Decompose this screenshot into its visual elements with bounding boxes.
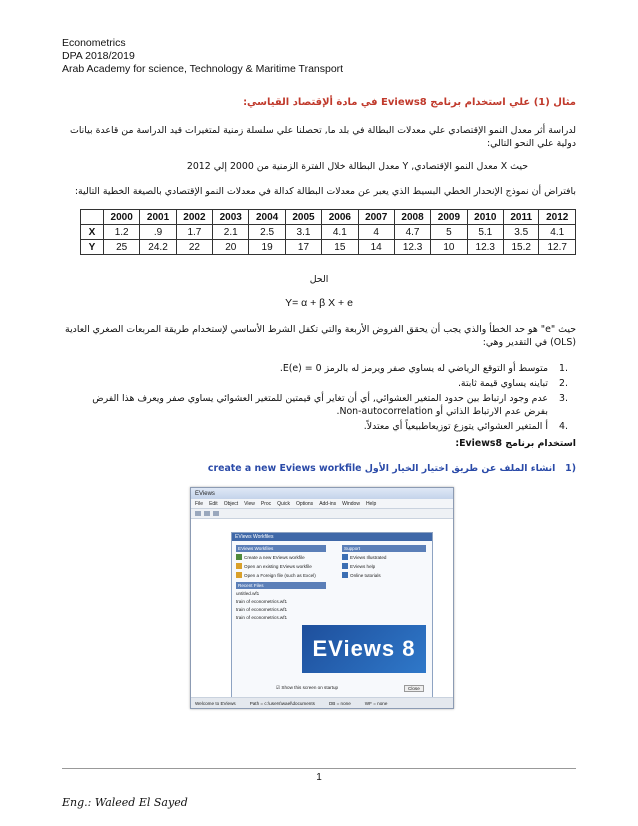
menu-item-window: Window	[342, 500, 360, 507]
step-number: (1	[565, 463, 576, 474]
y-value-cell: 22	[176, 240, 212, 255]
y-value-cell: 10	[431, 240, 467, 255]
x-value-cell: 2.5	[249, 225, 285, 240]
list-item: .4 أ المتغير العشوائي يتوزع توزيعاطبيعياً أي معتدلاً.	[363, 421, 568, 432]
menu-item-view: View	[244, 500, 255, 507]
help-icon	[342, 563, 348, 569]
list-item: .1 متوسط أو التوقع الرياضي له يساوي صفر ويرمز له بالرمز E(e) = 0.	[279, 363, 568, 374]
support-item: EViews help	[342, 563, 426, 569]
menu-item-addins: Add-ins	[319, 500, 337, 507]
open-foreign-option: Open a Foreign file (such as Excel)	[236, 572, 326, 578]
book-icon	[342, 554, 348, 560]
step-english: create a new Eviews workfile	[207, 463, 362, 474]
table-row-x	[81, 225, 576, 240]
page-number: 1	[316, 772, 322, 783]
menu-item-edit: Edit	[209, 500, 218, 507]
x-value-cell: 5.1	[467, 225, 503, 240]
example-intro: لدراسة أثر معدل النمو الإقتصادي علي معدلات البطالة في بلد ما, تحصلنا علي سلسلة زمنية لمتغيرات قيد الدراسة من قاعدة بيانات دولية علي النحو التالي:	[70, 125, 576, 149]
menu-item-proc: Proc	[260, 500, 272, 507]
menu-item-quick: Quick	[277, 500, 290, 507]
recent-file: train of econometrics.wf1	[236, 615, 288, 620]
y-value-cell: 15	[322, 240, 358, 255]
x-value-cell: 5	[431, 225, 467, 240]
menu-item-help: Help	[365, 500, 377, 507]
x-value-cell: .9	[140, 225, 176, 240]
x-value-cell: 1.7	[176, 225, 212, 240]
assumptions-list	[68, 362, 568, 433]
year-cell: 2009	[431, 210, 467, 225]
row-label-y: Y	[81, 240, 104, 255]
author-signature: Eng.: Waleed El Sayed	[62, 796, 188, 809]
model-equation: Y= α + β X + e	[285, 297, 353, 309]
x-value-cell: 4.1	[539, 225, 576, 240]
eviews-logo: EViews 8	[302, 625, 426, 673]
folder-icon	[236, 572, 242, 578]
show-on-startup-checkbox: ☑ Show this screen on startup	[276, 685, 339, 690]
x-value-cell: 1.2	[104, 225, 140, 240]
example-vars: حيث X معدل النمو الإقتصادي, Y معدل البطالة خلال الفترة الزمنية من 2000 إلي 2012	[186, 161, 528, 172]
menu-item-file: File	[195, 500, 204, 507]
tutorial-icon	[342, 572, 348, 578]
folder-icon	[236, 563, 242, 569]
example-assumption: بافتراض أن نموذج الإنحدار الخطي البسيط الذي يعبر عن معدلات البطالة كدالة في معدلات النمو الإقتصادي بالصيغة الخطية التالية:	[74, 186, 576, 197]
menu-item-object: Object	[223, 500, 239, 507]
solution-heading: الحل	[309, 274, 329, 285]
y-value-cell: 12.3	[467, 240, 503, 255]
recent-file: train of econometrics.wf1	[236, 599, 288, 604]
year-cell: 2005	[285, 210, 321, 225]
x-value-cell: 3.5	[503, 225, 539, 240]
x-value-cell: 2.1	[213, 225, 249, 240]
y-value-cell: 12.3	[394, 240, 430, 255]
eviews-welcome-panel	[231, 532, 433, 699]
year-cell: 2004	[249, 210, 285, 225]
y-value-cell: 20	[213, 240, 249, 255]
step-text: انشاء الملف عن طريق اختيار الخيار الأول	[364, 463, 556, 474]
new-file-icon	[236, 554, 242, 560]
row-label-x: X	[81, 225, 104, 240]
support-item: EViews Illustrated	[342, 554, 426, 560]
welcome-panel-title: EViews Workfiles	[232, 533, 432, 541]
create-workfile-option: Create a new EViews workfile	[236, 554, 326, 560]
list-item: .2 تباينه يساوي قيمة ثابتة.	[457, 378, 568, 389]
y-value-cell: 14	[358, 240, 394, 255]
y-value-cell: 17	[285, 240, 321, 255]
header-term: DPA 2018/2019	[62, 50, 135, 62]
list-item: .3 عدم وجود ارتباط بين حدود المتغير العشوائي, أي أن تغاير أي قيمتين للمتغير العشوائي يساوي صفر ويعرف هذا الفرض بفرض عدم الارتباط الذاتي أو Non-autocorrelation.	[92, 393, 568, 417]
usage-step-1	[62, 462, 576, 475]
x-value-cell: 4.1	[322, 225, 358, 240]
menu-item-options: Options	[295, 500, 314, 507]
year-cell: 2002	[176, 210, 212, 225]
close-button: Close	[404, 685, 424, 692]
eviews-menubar	[191, 499, 453, 509]
year-cell: 2011	[503, 210, 539, 225]
eviews-toolbar	[191, 509, 453, 519]
table-row-y	[81, 240, 576, 255]
y-value-cell: 12.7	[539, 240, 576, 255]
year-cell: 2010	[467, 210, 503, 225]
eviews-screenshot	[190, 487, 454, 709]
usage-heading: استخدام برنامج Eviews8:	[455, 438, 576, 449]
header-institution: Arab Academy for science, Technology & Maritime Transport	[62, 63, 344, 75]
support-item: Online tutorials	[342, 572, 426, 578]
y-value-cell: 19	[249, 240, 285, 255]
year-cell: 2001	[140, 210, 176, 225]
year-cell: 2006	[322, 210, 358, 225]
footer-divider	[62, 768, 576, 769]
header-course: Econometrics	[62, 37, 126, 49]
support-column: Support EViews Illustrated EViews help Online tutorials	[342, 545, 426, 581]
year-cell: 2003	[213, 210, 249, 225]
open-workfile-option: Open an existing EViews workfile	[236, 563, 326, 569]
data-table	[80, 209, 576, 255]
recent-file: train of econometrics.wf1	[236, 607, 288, 612]
y-value-cell: 24.2	[140, 240, 176, 255]
workfiles-column: EViews Workfiles Create a new EViews workfile Open an existing EViews workfile Open a Foreign file (such as Excel) Recent Files untitled.wf1 train of econometrics.wf1 train of econometrics.wf1 train of econometrics.wf1	[236, 545, 326, 623]
recent-file: untitled.wf1	[236, 591, 260, 596]
year-cell: 2012	[539, 210, 576, 225]
year-cell: 2007	[358, 210, 394, 225]
year-cell: 2008	[394, 210, 430, 225]
year-cell: 2000	[104, 210, 140, 225]
example-title: مثال (1) علي استخدام برنامج Eviews8 في مادة ألإقتصاد القياسي:	[243, 97, 576, 108]
y-value-cell: 15.2	[503, 240, 539, 255]
x-value-cell: 4.7	[394, 225, 430, 240]
y-value-cell: 25	[104, 240, 140, 255]
eviews-window-title: EViews	[191, 488, 453, 499]
table-row-years	[81, 210, 576, 225]
eviews-statusbar: Welcome to EViews Path = c:\users\wael\documents DB = none WF = none	[191, 697, 453, 708]
eviews-workspace	[191, 526, 453, 698]
x-value-cell: 4	[358, 225, 394, 240]
error-term-description: حيث "e" هو حد الخطأ والذي يجب أن يحقق الفروض الأربعة والتي تكفل الشرط الأساسي لإستخدام طريقة المربعات الصغري العادية (OLS) في التقدير وهي:	[65, 324, 576, 348]
x-value-cell: 3.1	[285, 225, 321, 240]
